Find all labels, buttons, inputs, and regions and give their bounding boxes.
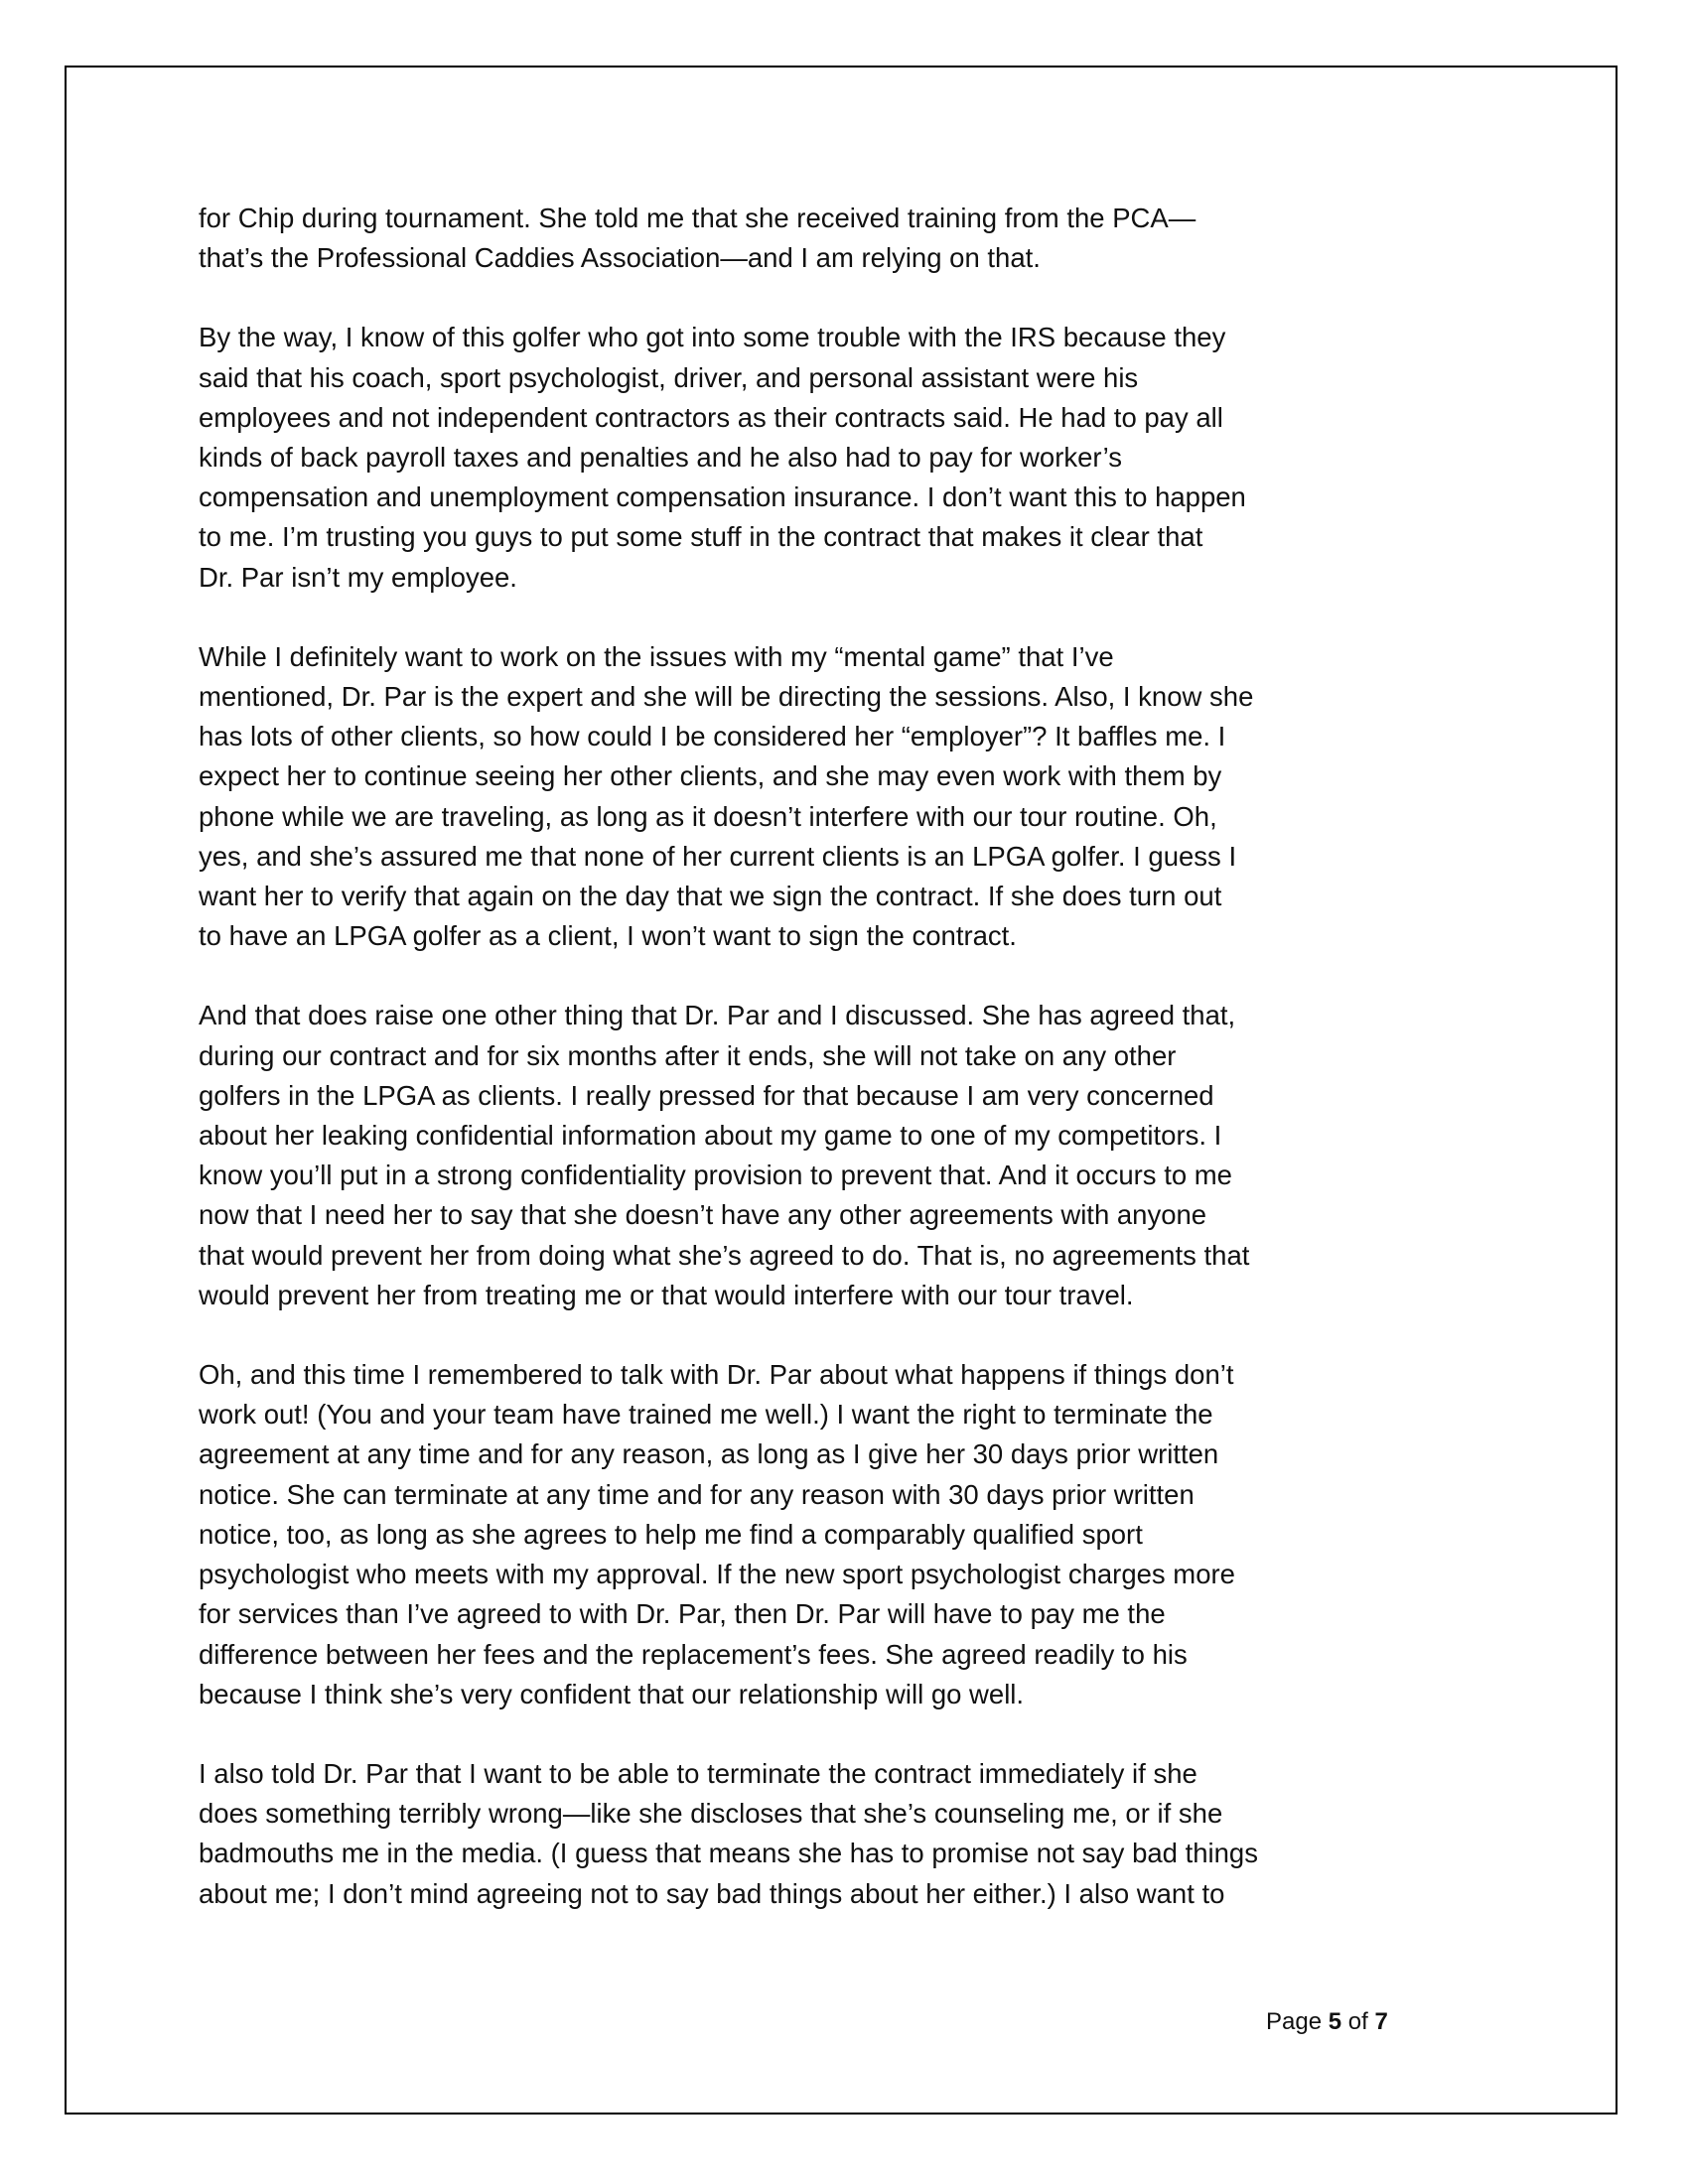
text-line: yes, and she’s assured me that none of her current clients is an LPGA golfer. I guess I [199,840,1237,872]
text-line: difference between her fees and the replacement’s fees. She agreed readily to his [199,1638,1188,1670]
text-line: work out! (You and your team have trained me well.) I want the right to terminate the [199,1399,1213,1431]
current-page: 5 [1328,2008,1342,2035]
text-line: golfers in the LPGA as clients. I really pressed for that because I am very concerned [199,1079,1214,1111]
text-line: notice. She can terminate at any time and for any reason with 30 days prior written [199,1478,1195,1510]
text-line: to me. I’m trusting you guys to put some stuff in the contract that makes it clear that [199,521,1203,553]
text-line: during our contract and for six months after it ends, she will not take on any other [199,1039,1177,1071]
text-line: I also told Dr. Par that I want to be able to terminate the contract immediately if she [199,1757,1197,1789]
text-line: know you’ll put in a strong confidentiality provision to prevent that. And it occurs to me [199,1160,1232,1191]
text-line: Dr. Par isn’t my employee. [199,561,517,593]
text-line: And that does raise one other thing that Dr. Par and I discussed. She has agreed that, [199,1000,1236,1031]
text-line: While I definitely want to work on the issues with my “mental game” that I’ve [199,640,1114,672]
text-line: now that I need her to say that she doesn’t have any other agreements with anyone [199,1199,1207,1231]
text-line: By the way, I know of this golfer who got into some trouble with the IRS because they [199,322,1226,353]
text-line: said that his coach, sport psychologist, driver, and personal assistant were his [199,361,1139,393]
text-line: would prevent her from treating me or that would interfere with our tour travel. [199,1279,1134,1310]
page-separator: of [1347,2008,1368,2035]
page-prefix: Page [1266,2008,1323,2035]
text-line: about me; I don’t mind agreeing not to say bad things about her either.) I also want to [199,1877,1225,1909]
text-line: badmouths me in the media. (I guess that means she has to promise not say bad things [199,1838,1258,1869]
text-line: mentioned, Dr. Par is the expert and she will be directing the sessions. Also, I know she [199,681,1254,713]
text-line: to have an LPGA golfer as a client, I won’t want to sign the contract. [199,920,1017,952]
text-line: phone while we are traveling, as long as it doesn’t interfere with our tour routine. Oh, [199,800,1217,832]
text-line: kinds of back payroll taxes and penalties and he also had to pay for worker’s [199,442,1122,474]
text-line: that would prevent her from doing what she’s agreed to do. That is, no agreements that [199,1239,1250,1271]
text-line: want her to verify that again on the day that we sign the contract. If she does turn out [199,881,1222,912]
text-line: psychologist who meets with my approval. If the new sport psychologist charges more [199,1559,1235,1590]
paragraph [199,199,1400,278]
text-line: for services than I’ve agreed to with Dr. Par, then Dr. Par will have to pay me the [199,1598,1166,1630]
text-line: has lots of other clients, so how could I be considered her “employer”? It baffles me. I [199,721,1226,752]
text-line: expect her to continue seeing her other clients, and she may even work with them by [199,760,1222,792]
paragraph [199,318,1400,597]
text-line: notice, too, as long as she agrees to help me find a comparably qualified sport [199,1518,1143,1550]
paragraph [199,1754,1400,1914]
paragraph [199,1355,1400,1714]
page-number [1266,2007,1388,2037]
text-line: for Chip during tournament. She told me that she received training from the PCA— [199,203,1196,233]
text-line: does something terribly wrong—like she discloses that she’s counseling me, or if she [199,1798,1223,1830]
text-line: because I think she’s very confident that our relationship will go well. [199,1678,1025,1709]
text-line: that’s the Professional Caddies Association—and I am relying on that. [199,242,1041,274]
text-line: about her leaking confidential information about my game to one of my competitors. I [199,1120,1222,1152]
text-line: Oh, and this time I remembered to talk with Dr. Par about what happens if things don’t [199,1359,1234,1391]
total-pages: 7 [1374,2008,1388,2035]
text-line: employees and not independent contractors as their contracts said. He had to pay all [199,401,1223,433]
paragraph [199,996,1400,1315]
text-line: agreement at any time and for any reason, as long as I give her 30 days prior written [199,1438,1219,1470]
text-line: compensation and unemployment compensation insurance. I don’t want this to happen [199,481,1246,513]
document-body [199,199,1400,1954]
paragraph [199,637,1400,957]
